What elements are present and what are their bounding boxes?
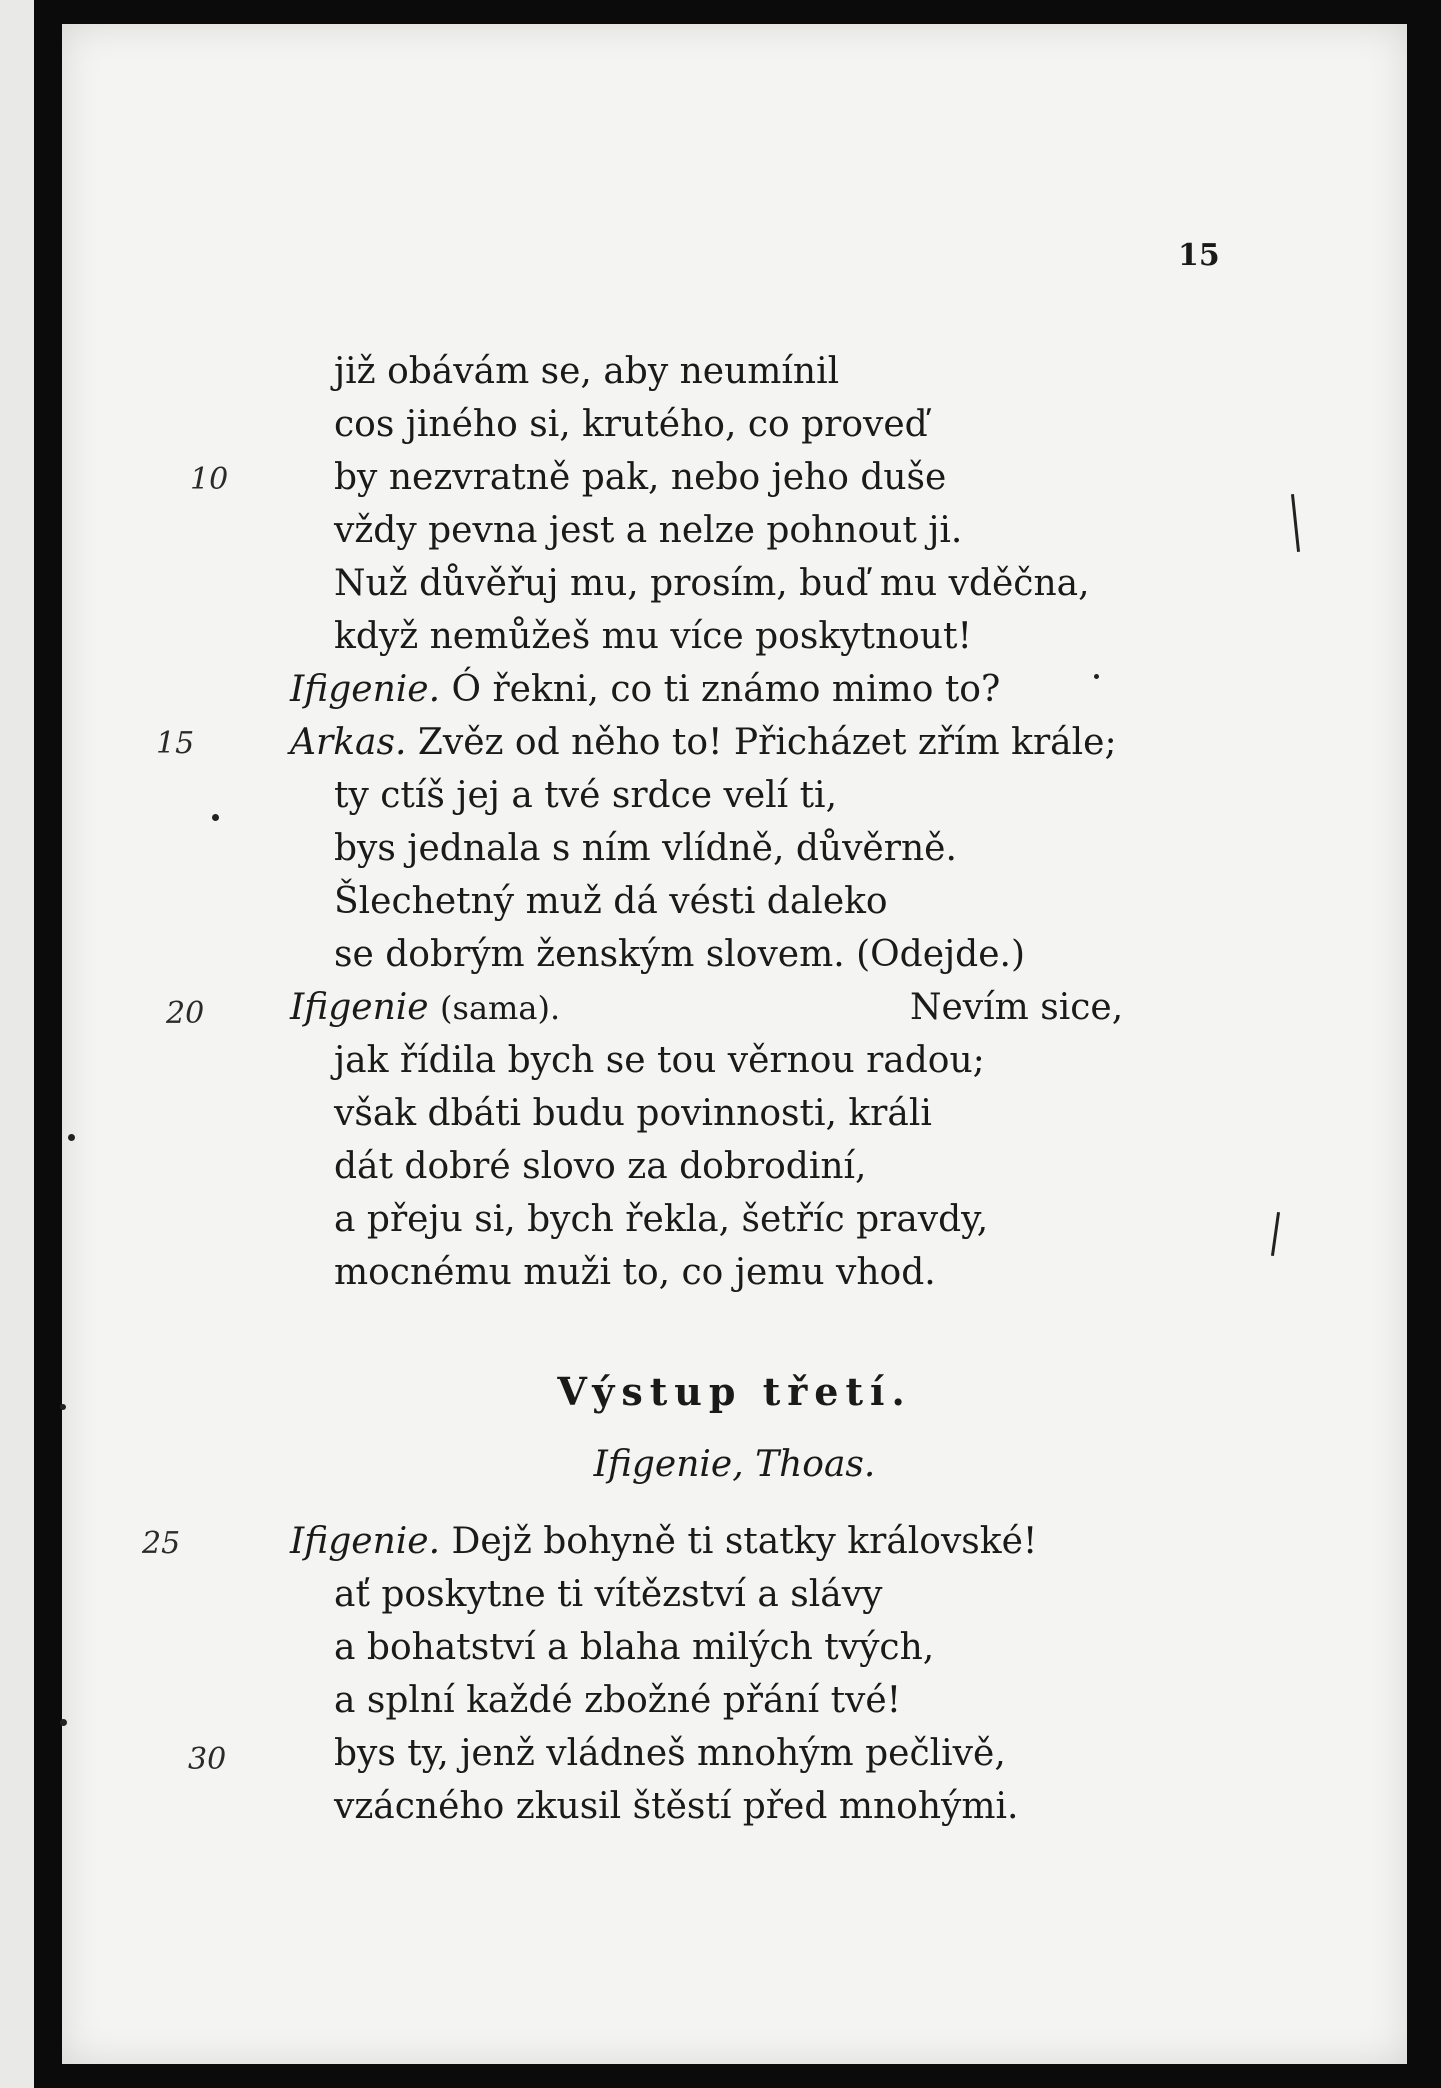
dialogue-text: Zvěz od něho to! Přicházet zřím krále; bbox=[417, 722, 1117, 763]
pencil-mark bbox=[1291, 494, 1300, 552]
margin-line-number: 15 bbox=[156, 726, 195, 761]
speaker-name: Arkas. bbox=[290, 722, 407, 763]
margin-line-number: 10 bbox=[190, 462, 229, 497]
book-page bbox=[62, 24, 1407, 2064]
verse-line: mocnému muži to, co jemu vhod. bbox=[334, 1252, 936, 1293]
speaker-name: Ifigenie. bbox=[290, 669, 441, 710]
speaker-name: Ifigenie. bbox=[290, 1521, 441, 1562]
previous-page-edge bbox=[0, 0, 34, 2088]
speck bbox=[68, 1134, 75, 1141]
verse-line: však dbáti budu povinnosti, králi bbox=[334, 1093, 932, 1134]
speck bbox=[60, 1404, 66, 1410]
margin-line-number: 30 bbox=[188, 1742, 227, 1777]
page-number: 15 bbox=[1178, 238, 1220, 273]
dialogue-line-ifigenie bbox=[290, 669, 1001, 710]
verse-line: vzácného zkusil štěstí před mnohými. bbox=[334, 1786, 1019, 1827]
verse-line: Nuž důvěřuj mu, prosím, buď mu vděčna, bbox=[334, 563, 1090, 604]
stage-direction: (sama). bbox=[440, 989, 561, 1027]
speck bbox=[60, 1719, 67, 1726]
dialogue-text: Dejž bohyně ti statky královské! bbox=[451, 1521, 1038, 1562]
verse-line: a splní každé zbožné přání tvé! bbox=[334, 1680, 902, 1721]
verse-line: bys jednala s ním vlídně, důvěrně. bbox=[334, 828, 957, 869]
verse-line: ať poskytne ti vítězství a slávy bbox=[334, 1574, 883, 1615]
dialogue-text: Nevím sice, bbox=[910, 987, 1124, 1028]
verse-line: když nemůžeš mu více poskytnout! bbox=[334, 616, 972, 657]
verse-line: Šlechetný muž dá vésti daleko bbox=[334, 881, 888, 922]
verse-line: již obávám se, aby neumínil bbox=[334, 351, 840, 392]
verse-line: a přeju si, bych řekla, šetříc pravdy, bbox=[334, 1199, 989, 1240]
scene-persons: Ifigenie, Thoas. bbox=[593, 1444, 876, 1485]
speck bbox=[1094, 674, 1099, 679]
verse-line: se dobrým ženským slovem. (Odejde.) bbox=[334, 934, 1026, 975]
verse-line: vždy pevna jest a nelze pohnout ji. bbox=[334, 510, 963, 551]
dialogue-line-arkas bbox=[290, 722, 1117, 763]
background-edge bbox=[1407, 0, 1441, 2088]
speck bbox=[212, 814, 219, 821]
dialogue-line-ifigenie-sama bbox=[290, 987, 561, 1028]
verse-line: cos jiného si, krutého, co proveď bbox=[334, 404, 928, 445]
pencil-mark bbox=[1271, 1212, 1280, 1256]
dialogue-line-ifigenie-scene3 bbox=[290, 1521, 1038, 1562]
dialogue-text: Ó řekni, co ti známo mimo to? bbox=[451, 669, 1001, 710]
margin-line-number: 20 bbox=[166, 996, 205, 1031]
verse-line: a bohatství a blaha milých tvých, bbox=[334, 1627, 935, 1668]
speaker-name: Ifigenie bbox=[290, 987, 429, 1028]
verse-line: dát dobré slovo za dobrodiní, bbox=[334, 1146, 867, 1187]
verse-line: bys ty, jenž vládneš mnohým pečlivě, bbox=[334, 1733, 1006, 1774]
margin-line-number: 25 bbox=[142, 1526, 181, 1561]
scene-title: Výstup třetí. bbox=[557, 1369, 912, 1414]
verse-line: ty ctíš jej a tvé srdce velí ti, bbox=[334, 775, 838, 816]
verse-line: jak řídila bych se tou věrnou radou; bbox=[334, 1040, 985, 1081]
verse-line: by nezvratně pak, nebo jeho duše bbox=[334, 457, 947, 498]
